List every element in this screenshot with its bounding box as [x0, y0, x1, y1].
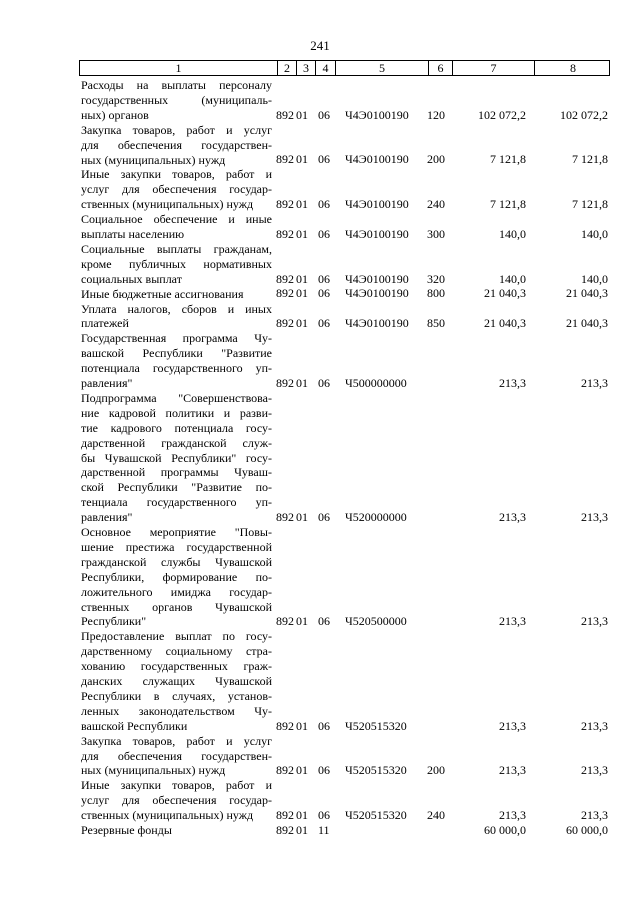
row-cell-c6: 200 — [427, 152, 445, 167]
row-name-line: шение престижа государственной — [81, 539, 272, 554]
table-row — [0, 78, 640, 123]
row-name — [81, 391, 272, 525]
row-name-line: Основное мероприятие "Повы- — [81, 525, 272, 539]
row-name-line: вашской Республики — [81, 718, 188, 733]
row-cell-c6: 850 — [427, 316, 445, 331]
row-cell-c6: 320 — [427, 271, 445, 286]
row-cell-c4: 06 — [318, 718, 330, 733]
row-name-line: Республики в случаях, установ- — [81, 688, 272, 703]
row-cell-c4: 06 — [318, 271, 330, 286]
row-cell-c8: 60 000,0 — [566, 822, 608, 837]
row-name — [81, 242, 272, 287]
row-cell-c8: 213,3 — [581, 509, 608, 524]
row-cell-c7: 60 000,0 — [484, 822, 526, 837]
row-cell-c2: 892 — [276, 822, 294, 837]
header-col-4: 4 — [316, 61, 336, 75]
row-cell-c4: 06 — [318, 226, 330, 241]
row-name — [81, 123, 272, 168]
row-name-line: ных) органов — [81, 107, 149, 122]
table-row — [0, 331, 640, 391]
row-cell-c4: 06 — [318, 375, 330, 390]
row-name-line: хованию государственных граж- — [81, 659, 272, 674]
row-name-line: ных (муниципальных) нужд — [81, 152, 226, 167]
row-cell-c6: 120 — [427, 107, 445, 122]
table-row — [0, 167, 640, 212]
row-cell-c2: 892 — [276, 763, 294, 778]
header-col-3: 3 — [297, 61, 316, 75]
row-name-line: Социальное обеспечение и иные — [81, 212, 272, 227]
row-name — [81, 287, 272, 302]
row-name-line: дарственной гражданской служ- — [81, 435, 272, 450]
row-name-line: Расходы на выплаты персоналу — [81, 78, 272, 92]
row-name — [81, 167, 272, 212]
row-name — [81, 629, 272, 733]
row-cell-c2: 892 — [276, 226, 294, 241]
table-row — [0, 823, 640, 838]
row-cell-c5: Ч4Э0100190 — [345, 286, 409, 301]
row-name-line: Иные бюджетные ассигнования — [81, 286, 244, 301]
row-cell-c3: 01 — [296, 197, 308, 212]
row-name-line: Республики, формирование по- — [81, 569, 272, 584]
row-name-line: дарственному социальному стра- — [81, 644, 272, 659]
table-row — [0, 778, 640, 823]
row-cell-c3: 01 — [296, 509, 308, 524]
row-cell-c7: 213,3 — [499, 718, 526, 733]
row-cell-c4: 06 — [318, 152, 330, 167]
row-cell-c7: 140,0 — [499, 271, 526, 286]
row-name-line: ленных законодательством Чу- — [81, 703, 272, 718]
row-cell-c3: 01 — [296, 718, 308, 733]
row-name — [81, 823, 272, 838]
row-name-line: кроме публичных нормативных — [81, 256, 272, 271]
row-cell-c8: 102 072,2 — [560, 107, 608, 122]
row-cell-c2: 892 — [276, 807, 294, 822]
row-cell-c2: 892 — [276, 509, 294, 524]
row-cell-c4: 06 — [318, 286, 330, 301]
row-name — [81, 212, 272, 242]
row-name-line: вашской Республики "Развитие — [81, 346, 272, 361]
table-row — [0, 629, 640, 733]
row-name-line: Закупка товаров, работ и услуг — [81, 122, 272, 137]
row-name — [81, 302, 272, 332]
row-cell-c7: 140,0 — [499, 226, 526, 241]
row-cell-c4: 06 — [318, 614, 330, 629]
row-cell-c4: 06 — [318, 197, 330, 212]
table-row — [0, 391, 640, 525]
row-cell-c8: 140,0 — [581, 271, 608, 286]
row-cell-c8: 7 121,8 — [572, 152, 608, 167]
row-cell-c2: 892 — [276, 286, 294, 301]
row-cell-c2: 892 — [276, 197, 294, 212]
row-cell-c7: 213,3 — [499, 509, 526, 524]
row-cell-c4: 06 — [318, 107, 330, 122]
row-cell-c3: 01 — [296, 822, 308, 837]
row-cell-c5: Ч500000000 — [345, 375, 407, 390]
row-cell-c5: Ч4Э0100190 — [345, 107, 409, 122]
row-name-line: равления" — [81, 510, 133, 525]
row-cell-c7: 213,3 — [499, 807, 526, 822]
row-cell-c5: Ч520515320 — [345, 763, 407, 778]
row-cell-c3: 01 — [296, 107, 308, 122]
row-cell-c7: 213,3 — [499, 614, 526, 629]
row-cell-c5: Ч520515320 — [345, 807, 407, 822]
row-cell-c6: 200 — [427, 763, 445, 778]
row-name — [81, 734, 272, 779]
row-cell-c7: 7 121,8 — [490, 197, 526, 212]
row-cell-c3: 01 — [296, 286, 308, 301]
row-cell-c4: 11 — [318, 822, 330, 837]
header-col-2: 2 — [278, 61, 297, 75]
table-row — [0, 525, 640, 629]
row-name-line: гражданской службы Чувашской — [81, 554, 272, 569]
row-name-line: социальных выплат — [81, 271, 182, 286]
row-cell-c7: 21 040,3 — [484, 316, 526, 331]
row-cell-c3: 01 — [296, 614, 308, 629]
header-col-7: 7 — [453, 61, 535, 75]
row-cell-c8: 213,3 — [581, 718, 608, 733]
row-cell-c5: Ч4Э0100190 — [345, 152, 409, 167]
row-cell-c5: Ч520500000 — [345, 614, 407, 629]
row-cell-c2: 892 — [276, 316, 294, 331]
row-cell-c3: 01 — [296, 316, 308, 331]
row-name-line: дарственной программы Чуваш- — [81, 465, 272, 480]
row-name-line: тие кадрового потенциала госу- — [81, 420, 272, 435]
row-cell-c2: 892 — [276, 271, 294, 286]
row-name — [81, 778, 272, 823]
row-name-line: услуг для обеспечения государ- — [81, 793, 272, 808]
row-cell-c6: 300 — [427, 226, 445, 241]
row-cell-c5: Ч4Э0100190 — [345, 226, 409, 241]
header-col-6: 6 — [429, 61, 453, 75]
row-cell-c6: 240 — [427, 197, 445, 212]
row-cell-c4: 06 — [318, 316, 330, 331]
row-name-line: выплаты населению — [81, 227, 185, 241]
row-name-line: Иные закупки товаров, работ и — [81, 778, 272, 793]
row-name-line: бы Чувашской Республики" госу- — [81, 450, 272, 465]
row-name-line: тенциала государственного уп- — [81, 495, 272, 510]
row-cell-c8: 213,3 — [581, 807, 608, 822]
row-cell-c2: 892 — [276, 614, 294, 629]
page-number: 241 — [310, 38, 330, 53]
row-name-line: для обеспечения государствен- — [81, 137, 272, 152]
row-cell-c4: 06 — [318, 807, 330, 822]
row-cell-c3: 01 — [296, 152, 308, 167]
row-cell-c5: Ч4Э0100190 — [345, 316, 409, 331]
row-name-line: Предоставление выплат по госу- — [81, 629, 272, 644]
row-name — [81, 78, 272, 123]
row-cell-c7: 7 121,8 — [490, 152, 526, 167]
table-row — [0, 287, 640, 302]
row-name — [81, 331, 272, 391]
row-cell-c5: Ч520515320 — [345, 718, 407, 733]
row-name-line: ственных (муниципальных) нужд — [81, 197, 254, 212]
row-cell-c7: 102 072,2 — [478, 107, 526, 122]
row-cell-c5: Ч4Э0100190 — [345, 197, 409, 212]
row-cell-c5: Ч4Э0100190 — [345, 271, 409, 286]
row-name-line: государственных (муниципаль- — [81, 92, 272, 107]
row-name-line: ственных органов Чувашской — [81, 599, 272, 614]
row-cell-c2: 892 — [276, 152, 294, 167]
row-cell-c2: 892 — [276, 718, 294, 733]
table-row — [0, 734, 640, 779]
row-cell-c3: 01 — [296, 226, 308, 241]
row-cell-c3: 01 — [296, 375, 308, 390]
row-cell-c8: 213,3 — [581, 763, 608, 778]
row-name-line: платежей — [81, 316, 129, 331]
header-col-1: 1 — [80, 61, 278, 75]
row-name-line: потенциала государственного уп- — [81, 361, 272, 376]
row-name-line: Государственная программа Чу- — [81, 331, 272, 346]
row-cell-c4: 06 — [318, 763, 330, 778]
row-name — [81, 525, 272, 629]
row-name-line: ние кадровой политики и разви- — [81, 405, 272, 420]
row-name-line: ственных (муниципальных) нужд — [81, 808, 254, 823]
row-name-line: Социальные выплаты гражданам, — [81, 241, 272, 256]
row-cell-c8: 140,0 — [581, 226, 608, 241]
row-name-line: данских служащих Чувашской — [81, 674, 272, 689]
table-row — [0, 242, 640, 287]
row-name-line: ложительного имиджа государ- — [81, 584, 272, 599]
row-name-line: Резервные фонды — [81, 823, 172, 837]
row-cell-c5: Ч520000000 — [345, 509, 407, 524]
row-name-line: Закупка товаров, работ и услуг — [81, 733, 272, 748]
row-name-line: для обеспечения государствен- — [81, 748, 272, 763]
row-cell-c2: 892 — [276, 107, 294, 122]
header-col-8: 8 — [570, 61, 576, 75]
row-cell-c7: 21 040,3 — [484, 286, 526, 301]
row-name-line: равления" — [81, 376, 133, 391]
table-row — [0, 302, 640, 332]
row-cell-c8: 7 121,8 — [572, 197, 608, 212]
row-cell-c3: 01 — [296, 807, 308, 822]
row-cell-c6: 800 — [427, 286, 445, 301]
table-row — [0, 123, 640, 168]
row-name-line: ных (муниципальных) нужд — [81, 763, 226, 778]
row-cell-c2: 892 — [276, 375, 294, 390]
row-name-line: Иные закупки товаров, работ и — [81, 167, 272, 182]
row-cell-c8: 21 040,3 — [566, 286, 608, 301]
table-row — [0, 212, 640, 242]
header-col-5: 5 — [336, 61, 429, 75]
row-cell-c7: 213,3 — [499, 763, 526, 778]
row-name-line: услуг для обеспечения государ- — [81, 182, 272, 197]
row-cell-c7: 213,3 — [499, 375, 526, 390]
row-name-line: Республики" — [81, 614, 147, 629]
row-name-line: Подпрограмма "Совершенствова- — [81, 390, 272, 405]
row-cell-c6: 240 — [427, 807, 445, 822]
row-cell-c8: 213,3 — [581, 614, 608, 629]
row-cell-c4: 06 — [318, 509, 330, 524]
row-cell-c8: 21 040,3 — [566, 316, 608, 331]
row-name-line: ской Республики "Развитие по- — [81, 480, 272, 495]
row-name-line: Уплата налогов, сборов и иных — [81, 301, 272, 316]
row-cell-c3: 01 — [296, 271, 308, 286]
row-cell-c8: 213,3 — [581, 375, 608, 390]
row-cell-c3: 01 — [296, 763, 308, 778]
table-header — [79, 60, 610, 76]
